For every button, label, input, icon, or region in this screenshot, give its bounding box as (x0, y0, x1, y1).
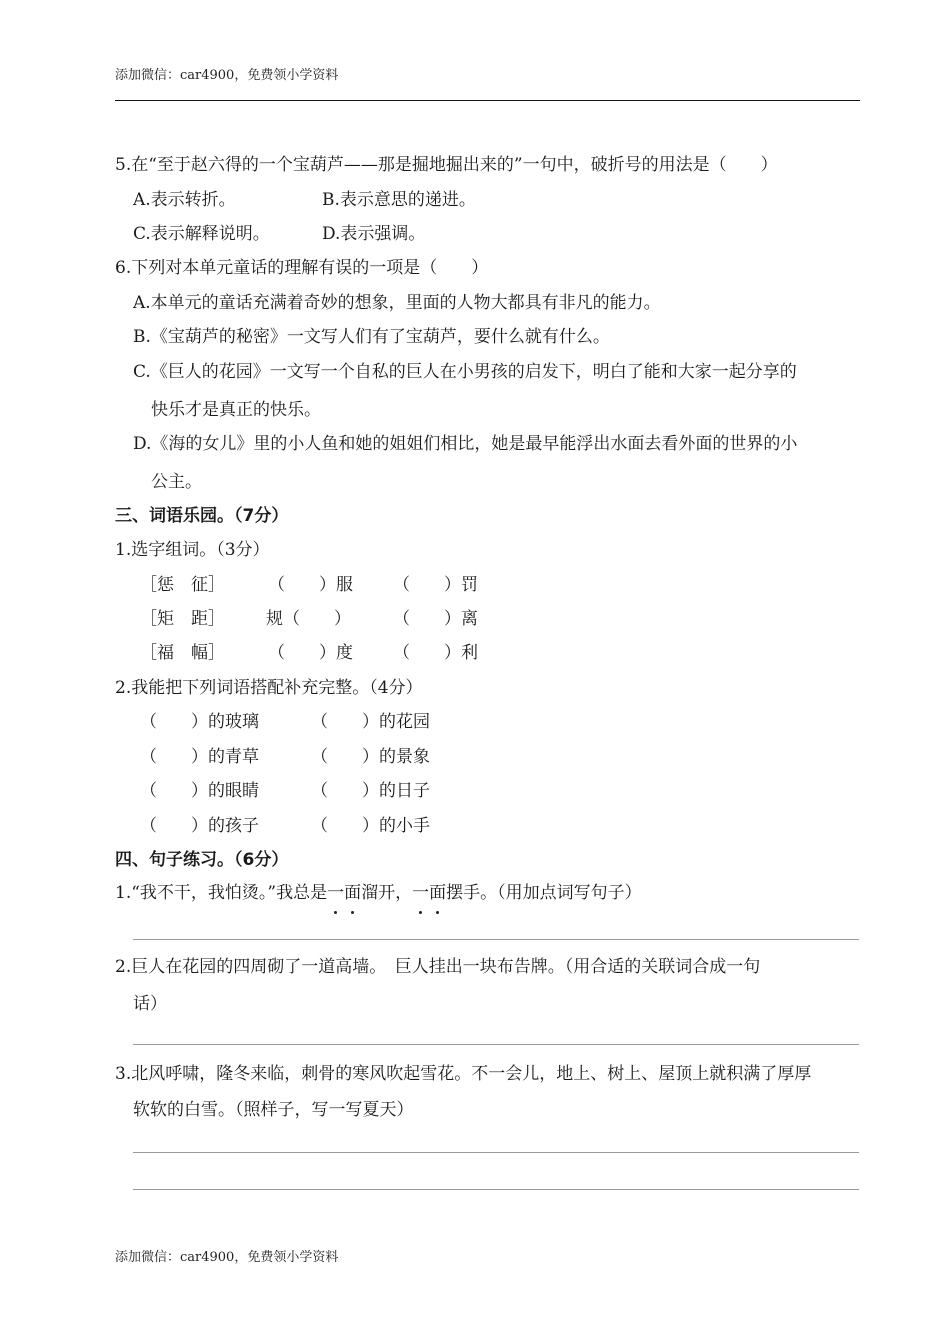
sec4-q1 (115, 881, 642, 905)
phrase-blank: （ ）的孩子 (140, 816, 259, 836)
phrase-blank: （ ）的眼睛 (140, 781, 259, 801)
q6-option-d-line1: D.《海的女儿》里的小人鱼和她的姐姐们相比，她是最早能浮出水面去看外面的世界的小 (133, 434, 798, 454)
page-footer: 添加微信：car4900，免费领小学资料 (115, 1250, 339, 1265)
word-blank: （ ）利 (393, 643, 478, 663)
dotted-char: 面 (429, 883, 447, 903)
q5-option-d: D.表示强调。 (322, 224, 426, 244)
phrase-blank: （ ）的玻璃 (140, 712, 259, 732)
phrase-blank: （ ）的花园 (311, 712, 430, 732)
sec4-q1-mid: 溜开， (361, 883, 413, 903)
q5-stem: 5.在“至于赵六得的一个宝葫芦——那是掘地掘出来的”一句中，破折号的用法是（ ） (115, 155, 778, 175)
sec3-q2-stem: 2.我能把下列词语搭配补充完整。（4分） (115, 678, 423, 698)
sec4-q1-pre: 1.“我不干，我怕烫。”我总是 (115, 883, 328, 903)
section-4-title: 四、句子练习。（6分） (115, 850, 289, 870)
q6-option-a: A.本单元的童话充满着奇妙的想象，里面的人物大都具有非凡的能力。 (133, 293, 661, 313)
section-3-title: 三、词语乐园。（7分） (115, 506, 289, 526)
word-blank: （ ）离 (393, 609, 478, 629)
q5-option-c: C.表示解释说明。 (133, 224, 270, 244)
sec3-q1-stem: 1.选字组词。（3分） (115, 540, 270, 560)
phrase-blank: （ ）的日子 (311, 781, 430, 801)
sec4-q2-line1: 2.巨人在花园的四周砌了一道高墙。 巨人挂出一块布告牌。（用合适的关联词合成一句 (115, 957, 761, 977)
header-divider (115, 100, 860, 101)
answer-line[interactable] (133, 1152, 859, 1153)
phrase-blank: （ ）的青草 (140, 747, 259, 767)
q5-option-a: A.表示转折。 (133, 190, 236, 210)
answer-line[interactable] (133, 1044, 859, 1045)
page-header: 添加微信：car4900，免费领小学资料 (115, 68, 339, 83)
sec4-q1-post: 摆手。（用加点词写句子） (446, 883, 642, 903)
word-blank: （ ）罚 (393, 575, 478, 595)
word-blank: 规（ ） (266, 609, 351, 629)
sec4-q2-line2: 话） (133, 994, 167, 1014)
q6-option-c-line2: 快乐才是真正的快乐。 (151, 400, 321, 420)
answer-line[interactable] (133, 1189, 859, 1190)
dotted-char: 面 (344, 883, 362, 903)
word-pair: ［矩 距］ (140, 609, 225, 629)
q6-option-b: B.《宝葫芦的秘密》一文写人们有了宝葫芦，要什么就有什么。 (133, 327, 610, 347)
dotted-char: 一 (412, 883, 430, 903)
answer-line[interactable] (133, 939, 859, 940)
sec4-q3-line2: 软软的白雪。（照样子，写一写夏天） (133, 1100, 414, 1120)
phrase-blank: （ ）的景象 (311, 747, 430, 767)
word-blank: （ ）度 (268, 643, 353, 663)
q6-stem: 6.下列对本单元童话的理解有误的一项是（ ） (115, 258, 489, 278)
word-pair: ［惩 征］ (140, 575, 225, 595)
word-blank: （ ）服 (268, 575, 353, 595)
sec4-q3-line1: 3.北风呼啸，隆冬来临，刺骨的寒风吹起雪花。不一会儿，地上、树上、屋顶上就积满了厚厚 (115, 1064, 812, 1084)
word-pair: ［福 幅］ (140, 643, 225, 663)
q6-option-d-line2: 公主。 (151, 472, 202, 492)
phrase-blank: （ ）的小手 (311, 816, 430, 836)
q5-option-b: B.表示意思的递进。 (322, 190, 476, 210)
q6-option-c-line1: C.《巨人的花园》一文写一个自私的巨人在小男孩的启发下，明白了能和大家一起分享的 (133, 362, 797, 382)
dotted-char: 一 (327, 883, 345, 903)
